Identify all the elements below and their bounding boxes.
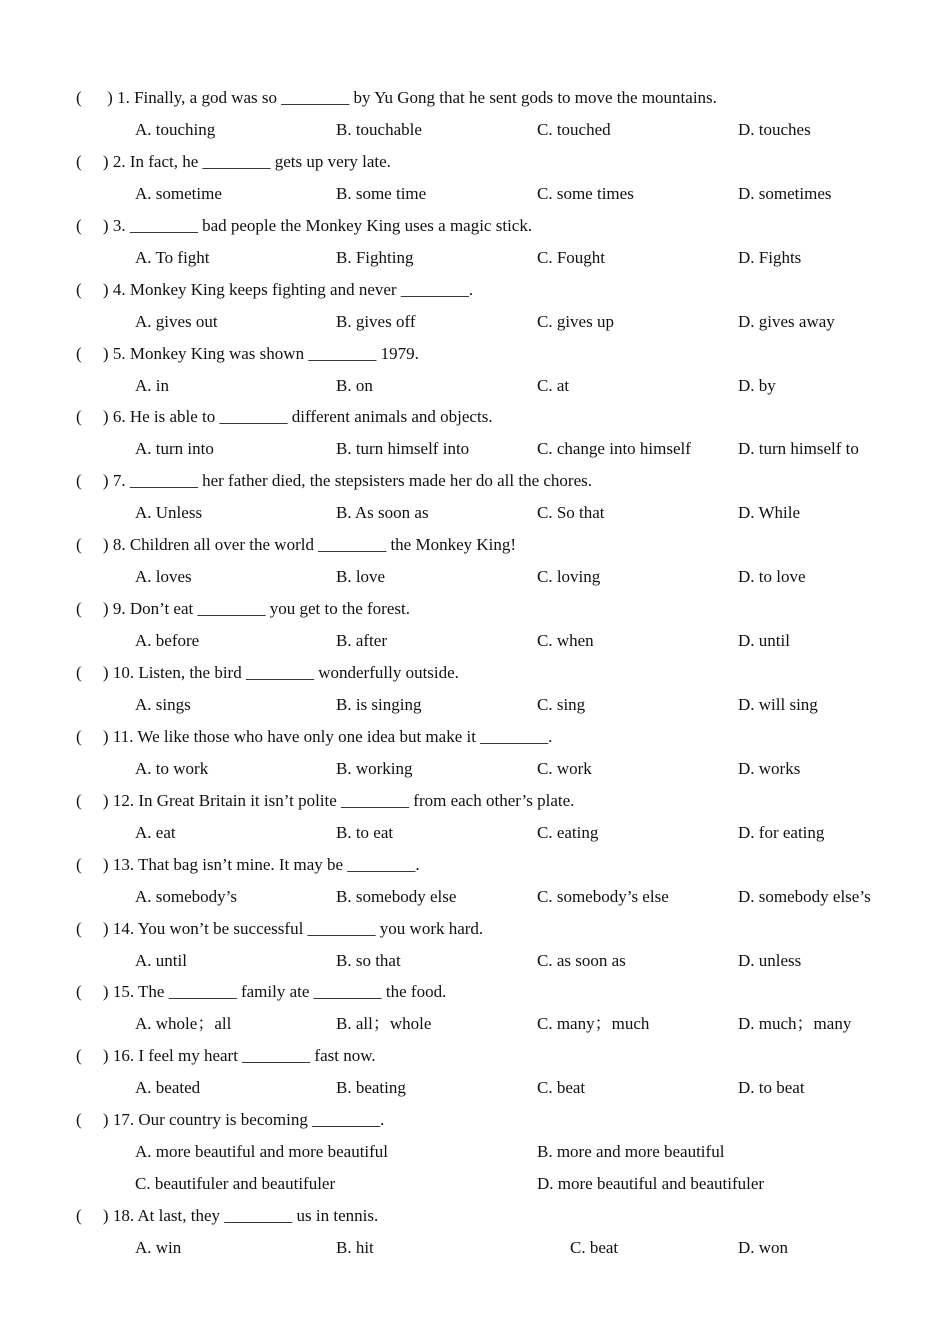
option-d: D. unless xyxy=(738,950,802,970)
option-d: D. by xyxy=(738,375,776,395)
question-item xyxy=(0,1040,950,1104)
option-d: D. will sing xyxy=(738,695,818,715)
option-a: A. touching xyxy=(135,120,216,139)
answer-paren[interactable]: ( ) xyxy=(76,535,109,555)
option-d: D. somebody else’s xyxy=(738,886,871,906)
question-item xyxy=(0,913,950,977)
option-d: D. won xyxy=(738,1238,789,1258)
option-d: D. While xyxy=(738,503,801,523)
question-item xyxy=(0,401,950,465)
option-a: A. before xyxy=(135,631,200,651)
question-stem: 12. In Great Britain it isn’t polite ________ from each other’s plate. xyxy=(112,790,575,810)
answer-paren[interactable]: ( ) xyxy=(76,343,109,363)
question-stem: 4. Monkey King keeps fighting and never ________. xyxy=(112,279,474,299)
question-stem: 16. I feel my heart ________ fast now. xyxy=(112,1046,376,1066)
answer-paren[interactable]: ( ) xyxy=(76,471,109,491)
question-item xyxy=(0,465,950,529)
option-b: B. so that xyxy=(336,950,401,970)
answer-paren[interactable]: ( ) xyxy=(76,599,109,619)
option-c: C. eating xyxy=(537,822,599,842)
question-item xyxy=(0,338,950,402)
answer-paren[interactable]: ( ) xyxy=(76,407,109,427)
question-item xyxy=(0,210,950,274)
answer-paren[interactable]: ( ) xyxy=(76,88,113,107)
answer-paren[interactable]: ( ) xyxy=(76,854,109,874)
question-item xyxy=(0,1104,950,1200)
question-stem: 8. Children all over the world ________ the Monkey King! xyxy=(112,535,517,555)
option-b: B. beating xyxy=(336,1078,406,1098)
question-stem: 18. At last, they ________ us in tennis. xyxy=(112,1206,379,1226)
option-d: D. until xyxy=(738,631,790,651)
question-item xyxy=(0,529,950,593)
question-item xyxy=(0,274,950,338)
option-a: A. turn into xyxy=(135,439,214,459)
option-b: B. some time xyxy=(336,183,427,203)
option-b: B. turn himself into xyxy=(336,439,470,459)
option-d: D. turn himself to xyxy=(738,439,859,459)
option-c: C. at xyxy=(537,375,570,395)
option-b: B. more and more beautiful xyxy=(537,1142,725,1162)
answer-paren[interactable]: ( ) xyxy=(76,918,109,938)
option-b: B. is singing xyxy=(336,695,422,715)
option-a: A. gives out xyxy=(135,311,218,331)
option-d: D. much；many xyxy=(738,1014,852,1034)
option-d: D. Fights xyxy=(738,247,802,267)
answer-paren[interactable]: ( ) xyxy=(76,663,109,683)
question-stem: 11. We like those who have only one idea but make it ________. xyxy=(112,726,553,746)
option-c: C. change into himself xyxy=(537,439,691,459)
option-a: A. Unless xyxy=(135,503,203,523)
option-a: A. more beautiful and more beautiful xyxy=(135,1142,389,1162)
option-c: C. beautifuler and beautifuler xyxy=(135,1174,336,1194)
question-stem: 2. In fact, he ________ gets up very late. xyxy=(112,151,391,171)
option-b: B. working xyxy=(336,758,413,778)
question-item xyxy=(0,976,950,1040)
question-item xyxy=(0,593,950,657)
option-d: D. sometimes xyxy=(738,183,832,203)
question-item xyxy=(0,849,950,913)
question-item xyxy=(0,657,950,721)
option-a: A. sings xyxy=(135,695,191,715)
question-stem: 5. Monkey King was shown ________ 1979. xyxy=(112,343,419,363)
option-c: C. when xyxy=(537,631,594,651)
option-a: A. sometime xyxy=(135,183,222,203)
question-sheet xyxy=(0,82,950,1264)
option-b: B. to eat xyxy=(336,822,394,842)
answer-paren[interactable]: ( ) xyxy=(76,279,109,299)
option-b: B. As soon as xyxy=(336,503,429,523)
question-stem: 6. He is able to ________ different animals and objects. xyxy=(112,407,493,427)
answer-paren[interactable]: ( ) xyxy=(76,151,109,171)
question-stem: 10. Listen, the bird ________ wonderfully outside. xyxy=(112,663,459,683)
question-stem: 9. Don’t eat ________ you get to the forest. xyxy=(112,599,410,619)
option-d: D. touches xyxy=(738,120,811,139)
question-item xyxy=(0,785,950,849)
question-stem: 1. Finally, a god was so ________ by Yu Gong that he sent gods to move the mountains. xyxy=(117,88,717,107)
option-a: A. loves xyxy=(135,567,192,587)
option-d: D. works xyxy=(738,758,801,778)
option-c: C. beat xyxy=(537,1078,586,1098)
option-b: B. all；whole xyxy=(336,1014,432,1034)
answer-paren[interactable]: ( ) xyxy=(76,790,109,810)
option-a: A. whole；all xyxy=(135,1014,232,1034)
option-a: A. beated xyxy=(135,1078,201,1098)
option-a: A. win xyxy=(135,1238,182,1258)
option-d: D. gives away xyxy=(738,311,835,331)
option-d: D. for eating xyxy=(738,822,825,842)
question-stem: 3. ________ bad people the Monkey King uses a magic stick. xyxy=(112,215,533,235)
option-a: A. eat xyxy=(135,822,176,842)
option-b: B. touchable xyxy=(336,120,422,139)
question-stem: 15. The ________ family ate ________ the food. xyxy=(112,982,447,1002)
option-a: A. somebody’s xyxy=(135,886,237,906)
option-b: B. gives off xyxy=(336,311,416,331)
option-a: A. until xyxy=(135,950,187,970)
question-stem: 14. You won’t be successful ________ you work hard. xyxy=(112,918,484,938)
option-b: B. on xyxy=(336,375,373,395)
option-c: C. touched xyxy=(537,120,611,139)
option-b: B. Fighting xyxy=(336,247,414,267)
option-d: D. to love xyxy=(738,567,806,587)
answer-paren[interactable]: ( ) xyxy=(76,1110,109,1130)
question-item xyxy=(0,146,950,210)
option-d: D. to beat xyxy=(738,1078,805,1098)
option-b: B. after xyxy=(336,631,387,651)
option-c: C. So that xyxy=(537,503,605,523)
answer-paren[interactable]: ( ) xyxy=(76,215,109,235)
option-c: C. work xyxy=(537,758,592,778)
option-a: A. To fight xyxy=(135,247,210,267)
question-stem: 7. ________ her father died, the stepsisters made her do all the chores. xyxy=(112,471,592,491)
question-stem: 17. Our country is becoming ________. xyxy=(112,1110,385,1130)
answer-paren[interactable]: ( ) xyxy=(76,1206,109,1226)
option-b: B. hit xyxy=(336,1238,374,1258)
option-c: C. loving xyxy=(537,567,601,587)
question-stem: 13. That bag isn’t mine. It may be ________. xyxy=(112,854,420,874)
option-b: B. love xyxy=(336,567,386,587)
question-item xyxy=(0,82,950,146)
option-c: C. somebody’s else xyxy=(537,886,669,906)
option-c: C. as soon as xyxy=(537,950,626,970)
answer-paren[interactable]: ( ) xyxy=(76,726,109,746)
option-b: B. somebody else xyxy=(336,886,457,906)
answer-paren[interactable]: ( ) xyxy=(76,982,109,1002)
option-a: A. in xyxy=(135,375,169,395)
option-c: C. some times xyxy=(537,183,634,203)
option-c: C. sing xyxy=(537,695,586,715)
option-c: C. many；much xyxy=(537,1014,650,1034)
option-c: C. gives up xyxy=(537,311,614,331)
answer-paren[interactable]: ( ) xyxy=(76,1046,109,1066)
option-d: D. more beautiful and beautifuler xyxy=(537,1174,765,1194)
option-c: C. beat xyxy=(570,1238,619,1258)
question-item xyxy=(0,721,950,785)
option-a: A. to work xyxy=(135,758,209,778)
question-item xyxy=(0,1200,950,1264)
option-c: C. Fought xyxy=(537,247,606,267)
